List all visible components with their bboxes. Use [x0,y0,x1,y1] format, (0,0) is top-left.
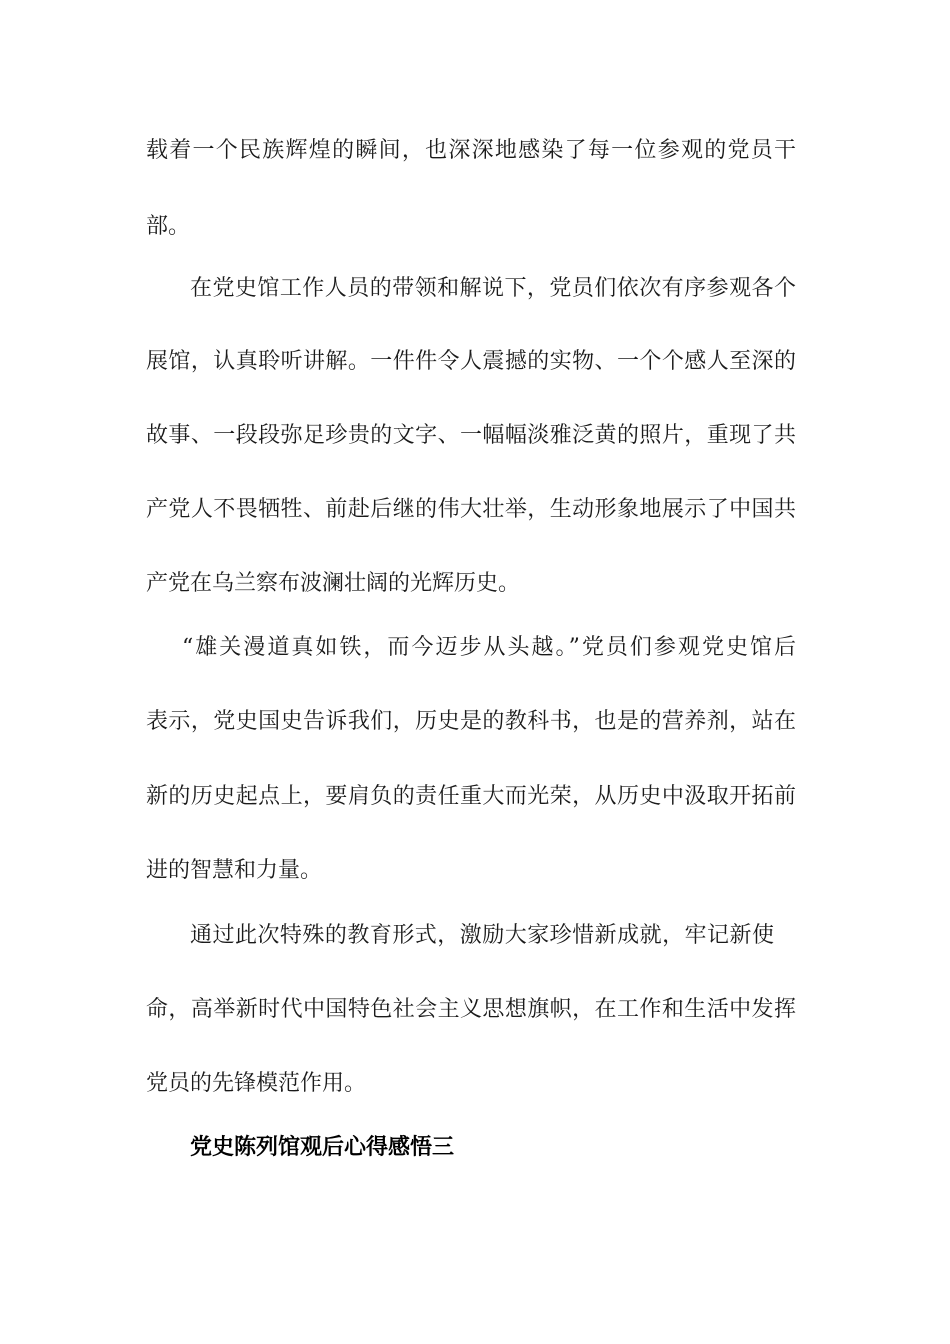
paragraph-4-line-3: 党员的先锋模范作用。 [146,1071,367,1096]
paragraph-4-line-2: 命，高举新时代中国特色社会主义思想旗帜，在工作和生活中发挥 [146,997,796,1022]
paragraph-2-line-3: 故事、一段段弥足珍贵的文字、一幅幅淡雅泛黄的照片，重现了共 [146,423,796,448]
paragraph-2-line-2: 展馆，认真聆听讲解。一件件令人震撼的实物、一个个感人至深的 [146,349,796,374]
paragraph-3-line-4: 进的智慧和力量。 [146,858,323,883]
paragraph-1-line-2: 部。 [146,214,191,239]
paragraph-2-line-5: 产党在乌兰察布波澜壮阔的光辉历史。 [146,571,521,596]
paragraph-2-line-4: 产党人不畏牺牲、前赴后继的伟大壮举，生动形象地展示了中国共 [146,497,796,522]
paragraph-2-line-1: 在党史馆工作人员的带领和解说下，党员们依次有序参观各个 [190,276,796,301]
paragraph-4-line-1: 通过此次特殊的教育形式，激励大家珍惜新成就，牢记新使 [190,923,774,948]
paragraph-3-line-1: “雄关漫道真如铁，而今迈步从头越。”党员们参观党史馆后 [182,635,796,660]
section-heading: 党史陈列馆观后心得感悟三 [190,1135,455,1160]
paragraph-3-line-2: 表示，党史国史告诉我们，历史是的教科书，也是的营养剂，站在 [146,709,796,734]
paragraph-1-line-1: 载着一个民族辉煌的瞬间，也深深地感染了每一位参观的党员干 [146,138,796,163]
paragraph-3-line-3: 新的历史起点上，要肩负的责任重大而光荣，从历史中汲取开拓前 [146,784,796,809]
